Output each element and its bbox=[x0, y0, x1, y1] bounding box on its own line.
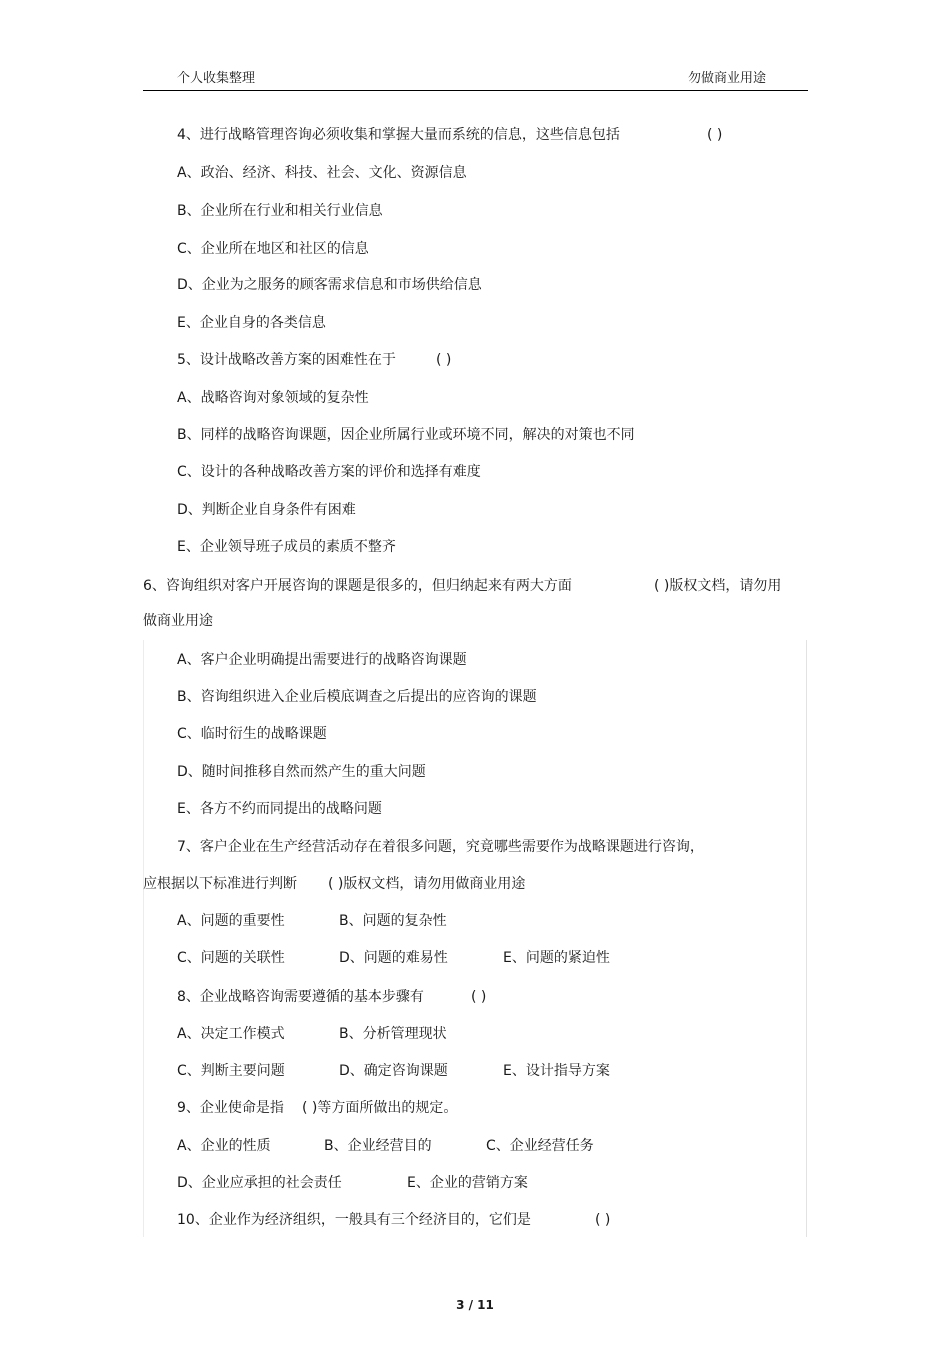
q6-option-c: C、临时衍生的战略课题 bbox=[177, 726, 327, 742]
page-number: 3 / 11 bbox=[456, 1298, 494, 1312]
q4-option-c: C、企业所在地区和社区的信息 bbox=[177, 241, 369, 257]
q5-option-e: E、企业领导班子成员的素质不整齐 bbox=[177, 539, 396, 555]
q5-option-b: B、同样的战略咨询课题，因企业所属行业或环境不同，解决的对策也不同 bbox=[177, 427, 635, 443]
q6-option-d: D、随时间推移自然而然产生的重大问题 bbox=[177, 764, 426, 780]
header-left: 个人收集整理 bbox=[177, 71, 256, 86]
question-7: 7、客户企业在生产经营活动存在着很多问题，究竟哪些需要作为战略课题进行咨询， bbox=[177, 839, 704, 855]
q5-option-c: C、设计的各种战略改善方案的评价和选择有难度 bbox=[177, 464, 481, 480]
q6-option-a: A、客户企业明确提出需要进行的战略咨询课题 bbox=[177, 652, 467, 668]
q9-options-row-2: D、企业应承担的社会责任 E、企业的营销方案 bbox=[177, 1175, 528, 1191]
right-margin-line bbox=[806, 640, 807, 1237]
question-10: 10、企业作为经济组织，一般具有三个经济目的，它们是 ( ) bbox=[177, 1212, 611, 1228]
q8-options-row-2: C、判断主要问题 D、确定咨询课题 E、设计指导方案 bbox=[177, 1063, 610, 1079]
q6-option-b: B、咨询组织进入企业后模底调查之后提出的应咨询的课题 bbox=[177, 689, 537, 705]
q7-options-row-2: C、问题的关联性 D、问题的难易性 E、问题的紧迫性 bbox=[177, 950, 610, 966]
q4-option-b: B、企业所在行业和相关行业信息 bbox=[177, 203, 383, 219]
header-rule bbox=[143, 90, 808, 91]
question-9: 9、企业使命是指 ( )等方面所做出的规定。 bbox=[177, 1100, 458, 1116]
q8-options-row-1: A、决定工作模式 B、分析管理现状 bbox=[177, 1026, 447, 1042]
header-right: 勿做商业用途 bbox=[688, 71, 767, 86]
q7-options-row-1: A、问题的重要性 B、问题的复杂性 bbox=[177, 913, 447, 929]
q6-option-e: E、各方不约而同提出的战略问题 bbox=[177, 801, 382, 817]
question-6: 6、咨询组织对客户开展咨询的课题是很多的，但归纳起来有两大方面 ( )版权文档，请勿用 bbox=[143, 578, 782, 594]
q9-options-row-1: A、企业的性质 B、企业经营目的 C、企业经营任务 bbox=[177, 1138, 594, 1154]
q4-option-d: D、企业为之服务的顾客需求信息和市场供给信息 bbox=[177, 277, 482, 293]
q5-option-d: D、判断企业自身条件有困难 bbox=[177, 502, 356, 518]
question-4: 4、进行战略管理咨询必须收集和掌握大量而系统的信息，这些信息包括 ( ) bbox=[177, 127, 723, 143]
question-5: 5、设计战略改善方案的困难性在于 ( ) bbox=[177, 352, 452, 368]
left-margin-line bbox=[143, 640, 144, 1237]
q4-option-a: A、政治、经济、科技、社会、文化、资源信息 bbox=[177, 165, 467, 181]
q5-option-a: A、战略咨询对象领域的复杂性 bbox=[177, 390, 369, 406]
question-6-continued: 做商业用途 bbox=[143, 613, 213, 629]
q4-option-e: E、企业自身的各类信息 bbox=[177, 315, 326, 331]
question-7-continued: 应根据以下标准进行判断 ( )版权文档，请勿用做商业用途 bbox=[143, 876, 526, 892]
question-8: 8、企业战略咨询需要遵循的基本步骤有 ( ) bbox=[177, 989, 487, 1005]
